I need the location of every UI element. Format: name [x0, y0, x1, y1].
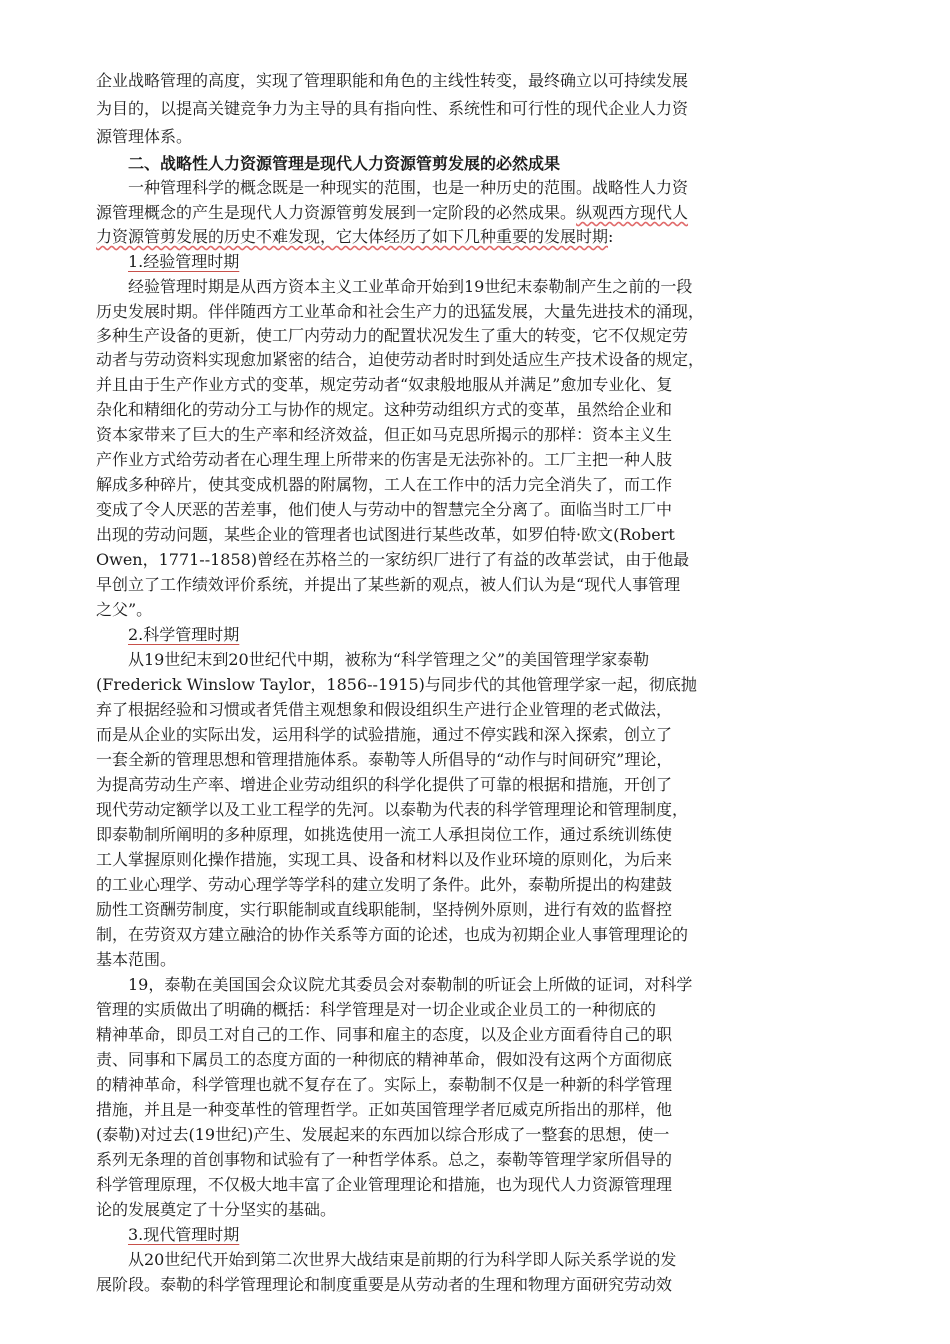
text-line: 论的发展奠定了十分坚实的基础。	[96, 1200, 337, 1219]
text-line: 责、同事和下属员工的态度方面的一种彻底的精神革命，假如没有这两个方面彻底	[96, 1050, 673, 1069]
text-line: 弃了根据经验和习惯或者凭借主观想象和假设组织生产进行企业管理的老式做法，	[96, 700, 673, 719]
text-line: 源管理体系。	[96, 127, 193, 146]
subsection-heading: 2.科学管理时期	[128, 625, 240, 644]
text-line: 系列无条理的首创事物和试验有了一种哲学体系。总之，泰勒等管理学家所倡导的	[96, 1150, 673, 1169]
text-line: 的精神革命，科学管理也就不复存在了。实际上，泰勒制不仅是一种新的科学管理	[96, 1075, 673, 1094]
text-line: 变成了令人厌恶的苦差事，他们使人与劳动中的智慧完全分离了。面临当时工厂中	[96, 500, 673, 519]
text-line: 从19世纪末到20世纪代中期，被称为“科学管理之父”的美国管理学家泰勒	[128, 650, 650, 669]
text-line	[96, 203, 688, 223]
text-line: 之父”。	[96, 600, 153, 619]
text-line: 企业战略管理的高度，实现了管理职能和角色的主线性转变，最终确立以可持续发展	[96, 71, 689, 90]
text-line: 即泰勒制所阐明的多种原理，如挑选使用一流工人承担岗位工作，通过系统训练使	[96, 825, 673, 844]
highlighted-text: 力资源管剪发展的历史不难发现，它大体经历了如下几种重要的发展时期	[96, 227, 609, 246]
text-line: 出现的劳动问题，某些企业的管理者也试图进行某些改革，如罗伯特·欧文(Robert	[96, 525, 675, 544]
text-line: 管理的实质做出了明确的概括：科学管理是对一切企业或企业员工的一种彻底的	[96, 1000, 657, 1019]
text-segment: :	[608, 227, 614, 246]
text-line: 措施，并且是一种变革性的管理哲学。正如英国管理学者厄威克所指出的那样，他	[96, 1100, 673, 1119]
text-line: (Frederick Winslow Taylor，1856--1915)与同步代的其他管理学家一起，彻底抛	[96, 675, 697, 694]
text-line: 从20世纪代开始到第二次世界大战结束是前期的行为科学即人际关系学说的发	[128, 1250, 677, 1269]
text-segment: 源管理概念的产生是现代人力资源管剪发展到一定阶段的必然成果。	[96, 203, 577, 222]
subsection-heading: 3.现代管理时期	[128, 1225, 240, 1244]
text-line: 工人掌握原则化操作措施，实现工具、设备和材料以及作业环境的原则化，为后来	[96, 850, 673, 869]
text-line: 产作业方式给劳动者在心理生理上所带来的伤害是无法弥补的。工厂主把一种人肢	[96, 450, 673, 469]
text-line: 励性工资酬劳制度，实行职能制或直线职能制，坚持例外原则，进行有效的监督控	[96, 900, 673, 919]
text-line: (泰勒)对过去(19世纪)产生、发展起来的东西加以综合形成了一整套的思想，使一	[96, 1125, 670, 1144]
text-line: 的工业心理学、劳动心理学等学科的建立发明了条件。此外，泰勒所提出的构建鼓	[96, 875, 673, 894]
text-line: 精神革命，即员工对自己的工作、同事和雇主的态度，以及企业方面看待自己的职	[96, 1025, 673, 1044]
text-line: 为提高劳动生产率、增进企业劳动组织的科学化提供了可靠的根据和措施，开创了	[96, 775, 673, 794]
text-line: 资本家带来了巨大的生产率和经济效益，但正如马克思所揭示的那样：资本主义生	[96, 425, 673, 444]
text-line: 制，在劳资双方建立融洽的协作关系等方面的论述，也成为初期企业人事管理理论的	[96, 925, 689, 944]
text-line: 为目的，以提高关键竞争力为主导的具有指向性、系统性和可行性的现代企业人力资	[96, 99, 689, 118]
text-line: 一套全新的管理思想和管理措施体系。泰勒等人所倡导的“动作与时间研究”理论，	[96, 750, 673, 769]
text-line: 基本范围。	[96, 950, 177, 969]
text-line: 一种管理科学的概念既是一种现实的范围，也是一种历史的范围。战略性人力资	[128, 178, 689, 197]
subsection-heading: 1.经验管理时期	[128, 252, 240, 271]
text-line: 动者与劳动资料实现愈加紧密的结合，迫使劳动者时时到处适应生产技术设备的规定，	[96, 350, 705, 369]
text-line	[96, 227, 613, 247]
text-line: 科学管理原理，不仅极大地丰富了企业管理理论和措施，也为现代人力资源管理理	[96, 1175, 673, 1194]
text-line: 现代劳动定额学以及工业工程学的先河。以泰勒为代表的科学管理理论和管理制度，	[96, 800, 689, 819]
text-line: 历史发展时期。伴伴随西方工业革命和社会生产力的迅猛发展，大量先进技术的涌现，	[96, 302, 705, 321]
section-heading: 二、战略性人力资源管理是现代人力资源管剪发展的必然成果	[128, 154, 561, 173]
text-line: 多种生产设备的更新，使工厂内劳动力的配置状况发生了重大的转变，它不仅规定劳	[96, 326, 689, 345]
text-line: Owen，1771--1858)曾经在苏格兰的一家纺织厂进行了有益的改革尝试，由于他最	[96, 550, 690, 569]
text-line: 展阶段。泰勒的科学管理理论和制度重要是从劳动者的生理和物理方面研究劳动效	[96, 1275, 673, 1294]
text-line: 而是从企业的实际出发，运用科学的试验措施，通过不停实践和深入探索，创立了	[96, 725, 673, 744]
highlighted-text: 纵观西方现代人	[576, 203, 689, 222]
text-line: 19，泰勒在美国国会众议院尤其委员会对泰勒制的听证会上所做的证词，对科学	[128, 975, 693, 994]
text-line: 杂化和精细化的劳动分工与协作的规定。这种劳动组织方式的变革，虽然给企业和	[96, 400, 673, 419]
text-line: 解成多种碎片，使其变成机器的附属物，工人在工作中的活力完全消失了，而工作	[96, 475, 673, 494]
text-line: 并且由于生产作业方式的变革，规定劳动者“奴隶般地服从并满足”愈加专业化、复	[96, 375, 673, 394]
text-line: 经验管理时期是从西方资本主义工业革命开始到19世纪末泰勒制产生之前的一段	[128, 277, 693, 296]
text-line: 早创立了工作绩效评价系统，并提出了某些新的观点，被人们认为是“现代人事管理	[96, 575, 681, 594]
